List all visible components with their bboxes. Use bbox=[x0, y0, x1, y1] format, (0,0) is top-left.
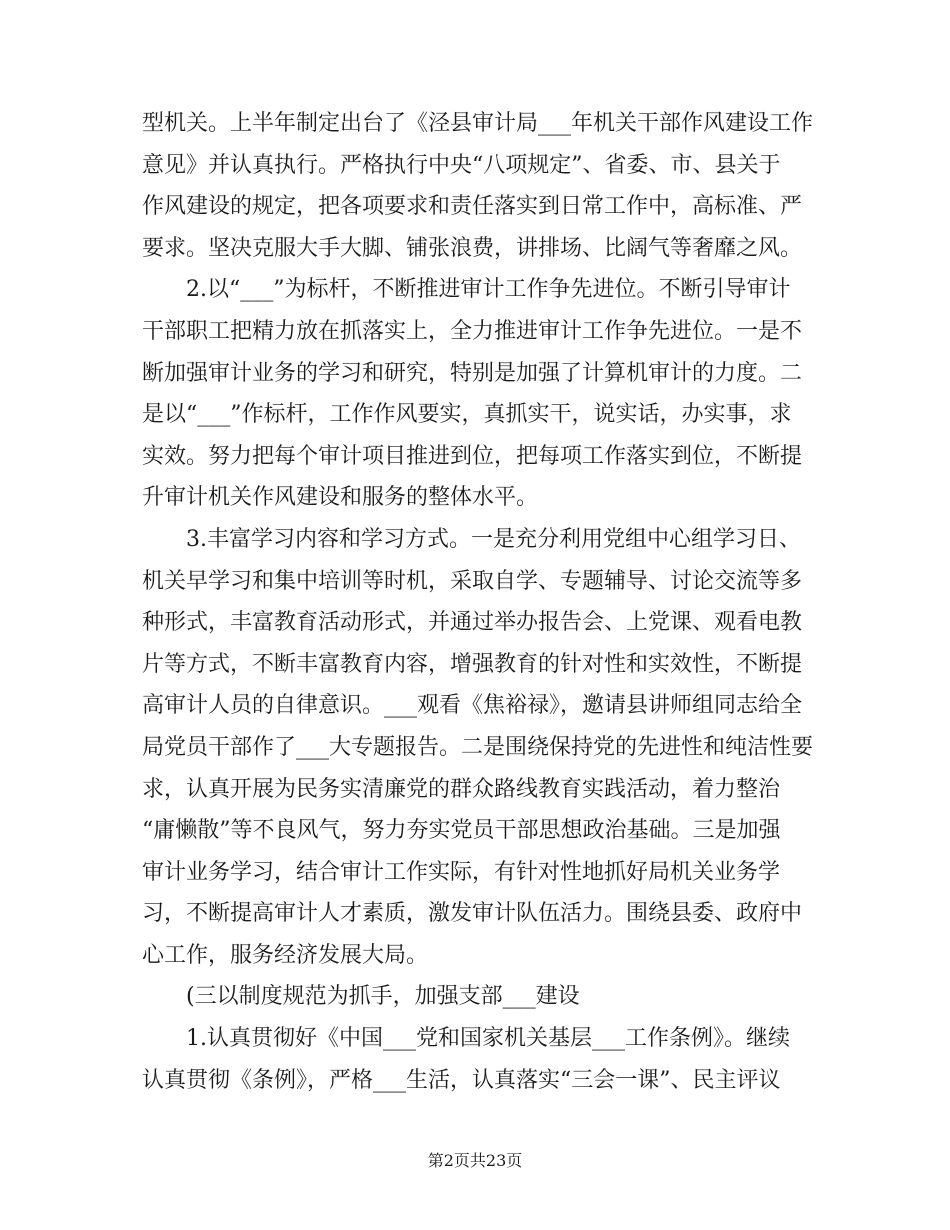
text-line: 习，不断提高审计人才素质，激发审计队伍活力。围绕县委、政府中 bbox=[142, 901, 803, 927]
text-line: 是以“___”作标杆，工作作风要实，真抓实干，说实话，办实事，求 bbox=[142, 402, 792, 428]
text-line: 型机关。上半年制定出台了《泾县审计局___年机关干部作风建设工作 bbox=[142, 111, 814, 136]
text-line: 3.丰富学习内容和学习方式。一是充分利用党组中心组学习日、 bbox=[186, 526, 801, 552]
text-line: 高审计人员的自律意识。___观看《焦裕禄》，邀请县讲师组同志给全 bbox=[142, 693, 803, 719]
text-line: 实效。努力把每个审计项目推进到位，把每项工作落实到位，不断提 bbox=[142, 443, 803, 469]
text-line: 审计业务学习，结合审计工作实际，有针对性地抓好局机关业务学 bbox=[142, 859, 781, 885]
text-line: 心工作，服务经济发展大局。 bbox=[142, 942, 429, 968]
section-heading: (三以制度规范为抓手，加强支部___建设 bbox=[186, 984, 580, 1010]
text-line: 意见》并认真执行。严格执行中央“八项规定”、省委、市、县关于 bbox=[142, 152, 781, 178]
text-line: 作风建设的规定，把各项要求和责任落实到日常工作中，高标准、严 bbox=[142, 194, 803, 220]
text-line: 机关早学习和集中培训等时机，采取自学、专题辅导、讨论交流等多 bbox=[142, 568, 803, 594]
page-number-footer: 第2页共23页 bbox=[427, 1151, 523, 1170]
text-line: 种形式，丰富教育活动形式，并通过举办报告会、上党课、观看电教 bbox=[142, 610, 803, 636]
text-line: 1.认真贯彻好《中国___党和国家机关基层___工作条例》。继续 bbox=[186, 1026, 790, 1052]
document-body bbox=[142, 103, 812, 1101]
text-line: 2.以“___”为标杆，不断推进审计工作争先进位。不断引导审计 bbox=[186, 277, 791, 303]
text-line: 升审计机关作风建设和服务的整体水平。 bbox=[142, 485, 539, 511]
text-line: 片等方式，不断丰富教育内容，增强教育的针对性和实效性，不断提 bbox=[142, 651, 803, 677]
text-line: 要求。坚决克服大手大脚、铺张浪费，讲排场、比阔气等奢靡之风。 bbox=[142, 235, 803, 261]
text-line: 求，认真开展为民务实清廉党的群众路线教育实践活动，着力整治 bbox=[142, 776, 781, 802]
text-line: “庸懒散”等不良风气，努力夯实党员干部思想政治基础。三是加强 bbox=[142, 818, 781, 844]
text-line: 断加强审计业务的学习和研究，特别是加强了计算机审计的力度。二 bbox=[142, 360, 803, 386]
text-line: 干部职工把精力放在抓落实上，全力推进审计工作争先进位。一是不 bbox=[142, 318, 803, 344]
text-line: 认真贯彻《条例》，严格___生活，认真落实“三会一课”、民主评议 bbox=[142, 1067, 781, 1093]
text-line: 局党员干部作了___大专题报告。二是围绕保持党的先进性和纯洁性要 bbox=[142, 734, 814, 760]
